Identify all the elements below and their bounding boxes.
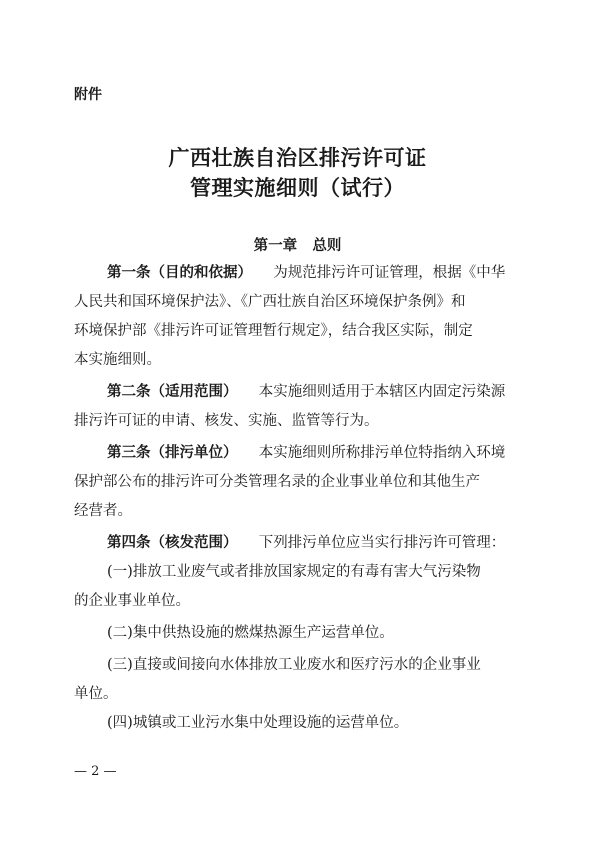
article-2-line-2: 排污许可证的申请、核发、实施、监管等行为。 xyxy=(74,413,379,429)
document-title-line-1: 广西壮族自治区排污许可证 xyxy=(168,146,427,170)
item-4-line-1: (四)城镇或工业污水集中处理设施的运营单位。 xyxy=(107,715,409,731)
item-1-line-1: (一)排放工业废气或者排放国家规定的有毒有害大气污染物 xyxy=(107,564,481,580)
item-3-line-1: (三)直接或间接向水体排放工业废水和医疗污水的企业事业 xyxy=(107,657,481,673)
item-1-line-2: 的企业事业单位。 xyxy=(74,593,190,609)
article-1-line-2: 人民共和国环境保护法》、《广西壮族自治区环境保护条例》和 xyxy=(74,294,466,310)
article-1-label: 第一条（目的和依据） xyxy=(107,265,252,281)
article-3-first-line xyxy=(107,444,505,462)
article-4-text: 下列排污单位应当实行排污许可管理： xyxy=(258,535,506,551)
article-2-label: 第二条（适用范围） xyxy=(107,384,238,400)
article-1-text: 为规范排污许可证管理，根据《中华 xyxy=(273,265,506,281)
item-3-line-2: 单位。 xyxy=(74,686,118,702)
article-3-line-3: 经营者。 xyxy=(74,503,132,519)
article-3-label: 第三条（排污单位） xyxy=(107,445,238,461)
article-1-line-4: 本实施细则。 xyxy=(74,352,161,368)
article-1-line-3: 环境保护部《排污许可证管理暂行规定》，结合我区实际，制定 xyxy=(74,323,473,339)
item-2-line-1: (二)集中供热设施的燃煤热源生产运营单位。 xyxy=(107,625,394,641)
page-number: — 2 — xyxy=(74,764,117,779)
article-3-text: 本实施细则所称排污单位特指纳入环境 xyxy=(258,445,506,461)
attachment-label: 附件 xyxy=(74,87,102,103)
article-1-first-line xyxy=(107,264,505,282)
article-4-label: 第四条（核发范围） xyxy=(107,535,238,551)
article-2-first-line xyxy=(107,383,505,401)
article-4-first-line xyxy=(107,534,505,552)
document-title-line-2: 管理实施细则（试行） xyxy=(190,176,405,200)
article-3-line-2: 保护部公布的排污许可分类管理名录的企业事业单位和其他生产 xyxy=(74,474,480,490)
article-2-text: 本实施细则适用于本辖区内固定污染源 xyxy=(258,384,506,400)
chapter-heading: 第一章 总则 xyxy=(253,238,342,254)
